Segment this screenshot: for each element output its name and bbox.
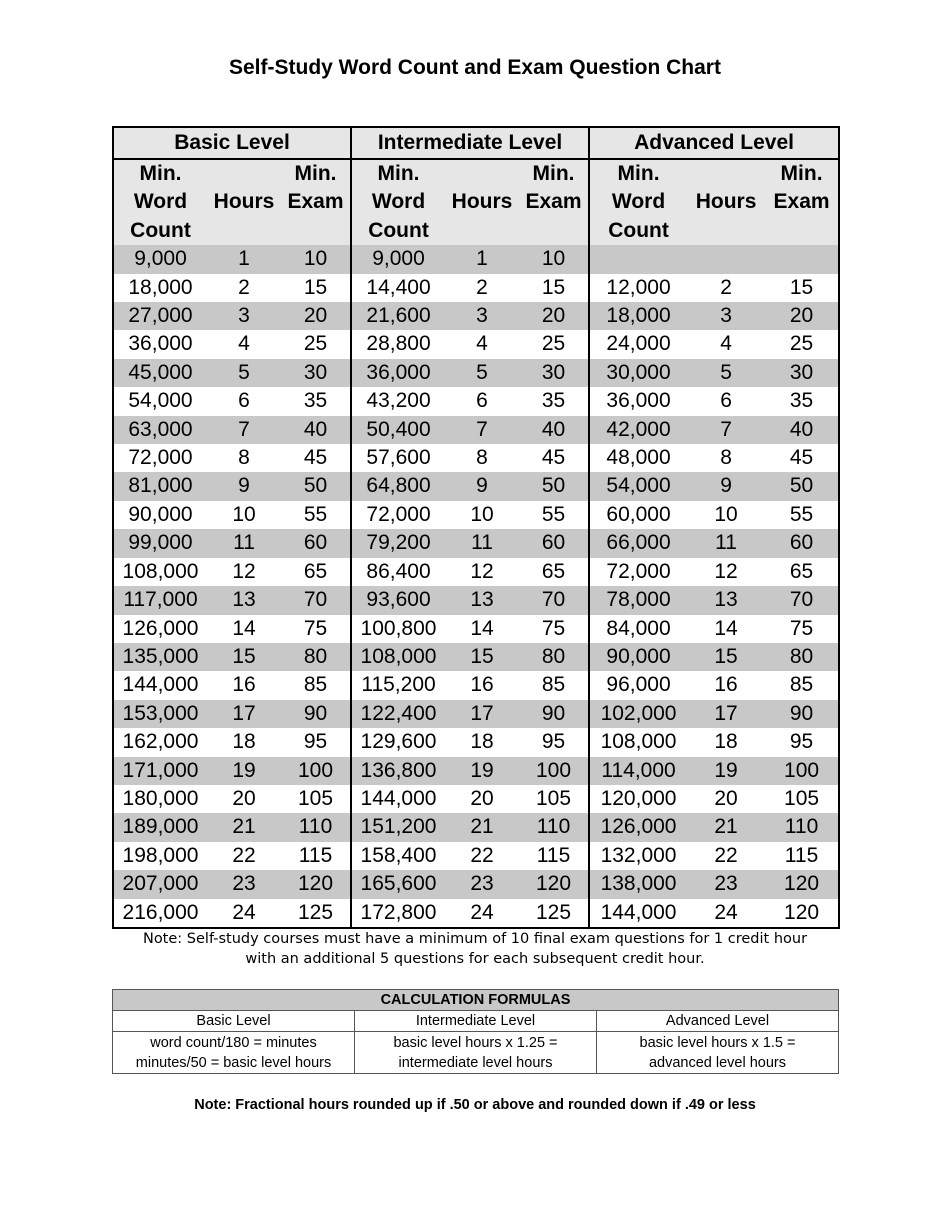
table-cell: 14 — [714, 616, 738, 640]
table-cell: 10 — [232, 502, 256, 526]
table-cell: 11 — [207, 529, 281, 557]
table-cell: 17 — [445, 700, 519, 728]
table-cell: 43,200 — [366, 389, 431, 413]
table-cell: 8 — [238, 446, 250, 470]
exam-note-line: Note: Self-study courses must have a minimum of 10 final exam questions for 1 credit hour — [142, 931, 808, 947]
table-cell: 120 — [519, 870, 589, 898]
table-row — [113, 529, 839, 557]
table-cell: 25 — [519, 330, 589, 358]
header-line: Hours — [451, 190, 513, 214]
formula-line: minutes/50 = basic level hours — [135, 1054, 332, 1071]
table-cell: 20 — [519, 302, 589, 330]
table-cell: 13 — [445, 586, 519, 614]
table-cell: 2 — [720, 275, 732, 299]
table-cell: 12 — [714, 559, 738, 583]
table-cell: 35 — [789, 389, 814, 413]
table-row — [113, 302, 839, 330]
table-cell: 151,200 — [351, 813, 445, 841]
table-cell: 23 — [445, 870, 519, 898]
table-cell: 14 — [232, 616, 256, 640]
table-cell: 15 — [687, 643, 765, 671]
table-cell: 36,000 — [606, 389, 671, 413]
col-header-word-count — [113, 159, 207, 245]
table-cell: 95 — [519, 728, 589, 756]
table-cell: 90 — [281, 700, 351, 728]
table-cell: 7 — [687, 416, 765, 444]
table-cell: 22 — [470, 843, 494, 867]
table-cell: 60 — [519, 529, 589, 557]
table-cell: 20 — [765, 302, 839, 330]
table-cell: 65 — [519, 558, 589, 586]
table-cell: 120 — [765, 870, 839, 898]
exam-note-line: with an additional 5 questions for each subsequent credit hour. — [245, 951, 705, 967]
table-cell: 60 — [765, 529, 839, 557]
table-cell: 100 — [519, 757, 589, 785]
table-cell: 25 — [789, 332, 814, 356]
table-cell: 110 — [281, 813, 351, 841]
table-cell: 35 — [519, 387, 589, 415]
table-cell: 115 — [281, 842, 351, 870]
table-cell: 18,000 — [128, 275, 193, 299]
table-cell: 158,400 — [360, 843, 437, 867]
table-cell: 1 — [445, 245, 519, 273]
table-cell: 6 — [720, 389, 732, 413]
table-cell: 20 — [470, 786, 494, 810]
table-cell: 138,000 — [589, 870, 687, 898]
col-header-exam — [519, 159, 589, 245]
table-cell: 10 — [470, 502, 494, 526]
table-cell: 12 — [232, 559, 256, 583]
table-row — [113, 558, 839, 586]
table-cell: 45 — [519, 444, 589, 472]
table-cell: 108,000 — [351, 643, 445, 671]
level-advanced: Advanced Level — [589, 127, 839, 159]
table-cell: 14,400 — [366, 275, 431, 299]
header-line: Min. — [377, 162, 420, 185]
table-cell: 117,000 — [113, 586, 207, 614]
table-cell: 27,000 — [113, 302, 207, 330]
table-cell: 120 — [784, 900, 820, 924]
table-row — [113, 359, 839, 387]
header-line: Min. — [532, 162, 575, 185]
col-header-word-count — [589, 159, 687, 245]
table-cell: 28,800 — [366, 332, 431, 356]
header-line: Word — [371, 190, 426, 214]
table-cell: 40 — [765, 416, 839, 444]
table-cell: 10 — [519, 245, 589, 273]
table-cell: 72,000 — [606, 559, 671, 583]
table-body — [113, 245, 839, 928]
formula-line: basic level hours x 1.25 = — [393, 1034, 558, 1051]
table-row — [113, 643, 839, 671]
table-cell: 75 — [281, 615, 351, 643]
table-cell: 120,000 — [600, 786, 677, 810]
table-cell: 16 — [232, 673, 256, 697]
table-cell: 171,000 — [113, 757, 207, 785]
table-row — [113, 899, 839, 928]
table-cell — [687, 245, 765, 273]
col-header-exam — [765, 159, 839, 245]
table-cell: 132,000 — [600, 843, 677, 867]
table-row — [113, 245, 839, 273]
table-cell: 153,000 — [113, 700, 207, 728]
table-cell: 72,000 — [128, 446, 193, 470]
col-header-hours — [207, 159, 281, 245]
formula-line: word count/180 = minutes — [150, 1034, 317, 1051]
table-cell: 198,000 — [122, 843, 199, 867]
table-cell: 126,000 — [589, 813, 687, 841]
table-cell: 90 — [519, 700, 589, 728]
table-cell: 21 — [207, 813, 281, 841]
table-row — [113, 813, 839, 841]
exam-note — [112, 929, 838, 969]
table-cell: 19 — [445, 757, 519, 785]
table-cell: 144,000 — [360, 786, 437, 810]
table-cell: 24,000 — [606, 332, 671, 356]
table-cell: 114,000 — [589, 757, 687, 785]
table-cell: 90,000 — [589, 643, 687, 671]
table-cell: 5 — [207, 359, 281, 387]
table-cell: 70 — [281, 586, 351, 614]
table-cell: 9,000 — [113, 245, 207, 273]
formula-line: intermediate level hours — [398, 1054, 553, 1071]
table-cell: 99,000 — [113, 529, 207, 557]
table-row — [113, 501, 839, 529]
table-cell: 81,000 — [113, 472, 207, 500]
header-line: Hours — [213, 190, 275, 214]
table-cell: 79,200 — [351, 529, 445, 557]
table-cell: 3 — [207, 302, 281, 330]
calculation-formulas-table — [112, 989, 839, 1074]
table-row — [113, 387, 839, 415]
table-row — [113, 842, 839, 870]
table-cell: 162,000 — [122, 730, 199, 754]
table-cell: 40 — [519, 416, 589, 444]
table-cell: 54,000 — [589, 472, 687, 500]
table-cell: 85 — [519, 671, 589, 699]
table-cell: 216,000 — [122, 900, 199, 924]
table-cell: 20 — [281, 302, 351, 330]
table-cell: 21 — [687, 813, 765, 841]
table-cell: 108,000 — [122, 559, 199, 583]
table-cell: 55 — [519, 501, 589, 529]
table-cell: 105 — [784, 786, 820, 810]
table-cell: 23 — [207, 870, 281, 898]
header-line: Count — [608, 218, 669, 242]
table-cell: 96,000 — [606, 673, 671, 697]
table-cell: 24 — [232, 900, 256, 924]
header-line: Min. — [617, 162, 660, 185]
table-cell: 20 — [714, 786, 738, 810]
table-cell: 70 — [765, 586, 839, 614]
table-cell: 40 — [281, 416, 351, 444]
table-cell: 19 — [207, 757, 281, 785]
table-cell: 15 — [519, 274, 589, 302]
header-line: Min. — [780, 162, 823, 185]
table-cell: 63,000 — [113, 416, 207, 444]
table-cell: 90 — [765, 700, 839, 728]
table-cell — [589, 245, 687, 273]
table-row — [113, 728, 839, 756]
table-cell: 5 — [445, 359, 519, 387]
table-cell — [765, 245, 839, 273]
table-cell: 144,000 — [600, 900, 677, 924]
table-cell: 3 — [687, 302, 765, 330]
table-cell: 66,000 — [589, 529, 687, 557]
table-cell: 50 — [765, 472, 839, 500]
table-cell: 110 — [519, 813, 589, 841]
table-cell: 8 — [720, 446, 732, 470]
table-cell: 95 — [789, 730, 814, 754]
col-header-exam — [281, 159, 351, 245]
level-header-row — [113, 127, 839, 159]
table-cell: 55 — [789, 502, 814, 526]
formula-label-intermediate: Intermediate Level — [355, 1011, 597, 1032]
col-header-hours — [445, 159, 519, 245]
table-cell: 4 — [720, 332, 732, 356]
header-line: Count — [130, 218, 191, 242]
header-line: Exam — [773, 190, 830, 214]
col-header-hours — [687, 159, 765, 245]
table-cell: 75 — [789, 616, 814, 640]
header-line: Word — [611, 190, 666, 214]
formula-basic — [113, 1032, 355, 1074]
table-cell: 207,000 — [113, 870, 207, 898]
table-cell: 9,000 — [351, 245, 445, 273]
header-line: Word — [133, 190, 188, 214]
table-cell: 17 — [687, 700, 765, 728]
table-cell: 60 — [281, 529, 351, 557]
table-cell: 36,000 — [351, 359, 445, 387]
table-cell: 105 — [281, 785, 351, 813]
table-cell: 11 — [687, 529, 765, 557]
table-cell: 50 — [281, 472, 351, 500]
table-cell: 65 — [789, 559, 814, 583]
table-cell: 189,000 — [113, 813, 207, 841]
table-cell: 72,000 — [366, 502, 431, 526]
table-cell: 10 — [714, 502, 738, 526]
formula-intermediate — [355, 1032, 597, 1074]
table-cell: 13 — [687, 586, 765, 614]
table-cell: 172,800 — [360, 900, 437, 924]
table-cell: 7 — [207, 416, 281, 444]
table-cell: 5 — [687, 359, 765, 387]
table-cell: 7 — [445, 416, 519, 444]
table-cell: 21,600 — [351, 302, 445, 330]
table-cell: 20 — [232, 786, 256, 810]
table-cell: 18 — [470, 730, 494, 754]
rounding-note: Note: Fractional hours rounded up if .50 or above and rounded down if .49 or less — [194, 1097, 756, 1113]
table-row — [113, 700, 839, 728]
table-cell: 80 — [281, 643, 351, 671]
table-cell: 85 — [789, 673, 814, 697]
table-cell: 42,000 — [589, 416, 687, 444]
table-row — [113, 444, 839, 472]
formula-label-basic: Basic Level — [113, 1011, 355, 1032]
table-row — [113, 416, 839, 444]
table-cell: 60,000 — [606, 502, 671, 526]
table-cell: 129,600 — [360, 730, 437, 754]
header-line: Min. — [139, 162, 182, 185]
table-row — [113, 671, 839, 699]
table-cell: 100 — [765, 757, 839, 785]
level-intermediate: Intermediate Level — [351, 127, 589, 159]
word-count-table — [112, 126, 840, 929]
table-cell: 100 — [281, 757, 351, 785]
table-cell: 136,800 — [351, 757, 445, 785]
table-cell: 16 — [470, 673, 494, 697]
table-cell: 84,000 — [606, 616, 671, 640]
col-header-word-count — [351, 159, 445, 245]
table-cell: 50 — [519, 472, 589, 500]
table-cell: 15 — [789, 275, 814, 299]
table-row — [113, 586, 839, 614]
table-cell: 8 — [476, 446, 488, 470]
table-cell: 9 — [207, 472, 281, 500]
header-line: Min. — [294, 162, 337, 185]
table-cell: 24 — [470, 900, 494, 924]
header-line: Hours — [695, 190, 757, 214]
table-cell: 70 — [519, 586, 589, 614]
table-cell: 64,800 — [351, 472, 445, 500]
table-cell: 30 — [281, 359, 351, 387]
table-cell: 6 — [238, 389, 250, 413]
table-cell: 125 — [519, 899, 589, 928]
table-cell: 135,000 — [113, 643, 207, 671]
table-cell: 120 — [281, 870, 351, 898]
table-cell: 15 — [207, 643, 281, 671]
table-cell: 45 — [789, 446, 814, 470]
table-cell: 115 — [519, 842, 589, 870]
table-cell: 122,400 — [351, 700, 445, 728]
table-cell: 144,000 — [122, 673, 199, 697]
table-cell: 108,000 — [600, 730, 677, 754]
table-cell: 100,800 — [360, 616, 437, 640]
table-cell: 45,000 — [113, 359, 207, 387]
formula-label-advanced: Advanced Level — [597, 1011, 839, 1032]
table-cell: 90,000 — [128, 502, 193, 526]
table-row — [113, 870, 839, 898]
table-cell: 14 — [470, 616, 494, 640]
table-row — [113, 274, 839, 302]
table-cell: 11 — [445, 529, 519, 557]
table-row — [113, 757, 839, 785]
table-cell: 78,000 — [589, 586, 687, 614]
table-cell: 4 — [476, 332, 488, 356]
table-cell: 21 — [445, 813, 519, 841]
table-cell: 102,000 — [589, 700, 687, 728]
level-basic: Basic Level — [113, 127, 351, 159]
table-cell: 30 — [765, 359, 839, 387]
table-cell: 55 — [281, 501, 351, 529]
table-cell: 57,600 — [366, 446, 431, 470]
table-row — [113, 472, 839, 500]
table-cell: 93,600 — [351, 586, 445, 614]
formula-line: advanced level hours — [648, 1054, 787, 1071]
table-cell: 35 — [281, 387, 351, 415]
table-cell: 22 — [232, 843, 256, 867]
table-cell: 10 — [281, 245, 351, 273]
table-cell: 22 — [714, 843, 738, 867]
table-cell: 24 — [714, 900, 738, 924]
column-header-row — [113, 159, 839, 245]
table-cell: 45 — [281, 444, 351, 472]
table-cell: 180,000 — [122, 786, 199, 810]
table-cell: 105 — [519, 785, 589, 813]
table-cell: 54,000 — [128, 389, 193, 413]
table-cell: 48,000 — [606, 446, 671, 470]
table-cell: 80 — [519, 643, 589, 671]
table-cell: 18 — [714, 730, 738, 754]
table-cell: 15 — [281, 274, 351, 302]
table-cell: 16 — [714, 673, 738, 697]
table-row — [113, 330, 839, 358]
table-cell: 75 — [519, 615, 589, 643]
table-cell: 165,600 — [351, 870, 445, 898]
formula-advanced — [597, 1032, 839, 1074]
table-cell: 85 — [281, 671, 351, 699]
table-cell: 12,000 — [606, 275, 671, 299]
table-cell: 13 — [207, 586, 281, 614]
table-cell: 19 — [687, 757, 765, 785]
table-cell: 36,000 — [128, 332, 193, 356]
table-cell: 6 — [476, 389, 488, 413]
table-cell: 23 — [687, 870, 765, 898]
header-line: Exam — [525, 190, 582, 214]
page-title: Self-Study Word Count and Exam Question Chart — [229, 56, 721, 79]
table-cell: 115 — [784, 843, 819, 867]
formula-line: basic level hours x 1.5 = — [639, 1034, 796, 1051]
table-cell: 9 — [445, 472, 519, 500]
table-cell: 18,000 — [589, 302, 687, 330]
table-cell: 2 — [238, 275, 250, 299]
table-cell: 2 — [476, 275, 488, 299]
table-row — [113, 615, 839, 643]
table-cell: 18 — [232, 730, 256, 754]
table-cell: 65 — [281, 558, 351, 586]
table-cell: 3 — [445, 302, 519, 330]
table-cell: 115,200 — [361, 673, 436, 697]
table-cell: 126,000 — [122, 616, 199, 640]
table-cell: 95 — [281, 728, 351, 756]
table-cell: 80 — [765, 643, 839, 671]
table-cell: 86,400 — [366, 559, 431, 583]
table-cell: 30,000 — [589, 359, 687, 387]
table-cell: 9 — [687, 472, 765, 500]
table-cell: 12 — [470, 559, 494, 583]
table-cell: 125 — [281, 899, 351, 928]
table-cell: 4 — [238, 332, 250, 356]
header-line: Count — [368, 218, 429, 242]
table-cell: 30 — [519, 359, 589, 387]
formulas-title: CALCULATION FORMULAS — [113, 990, 839, 1011]
table-row — [113, 785, 839, 813]
table-cell: 110 — [765, 813, 839, 841]
table-cell: 25 — [281, 330, 351, 358]
table-cell: 1 — [207, 245, 281, 273]
table-cell: 15 — [445, 643, 519, 671]
header-line: Exam — [287, 190, 344, 214]
table-cell: 50,400 — [351, 416, 445, 444]
table-cell: 17 — [207, 700, 281, 728]
